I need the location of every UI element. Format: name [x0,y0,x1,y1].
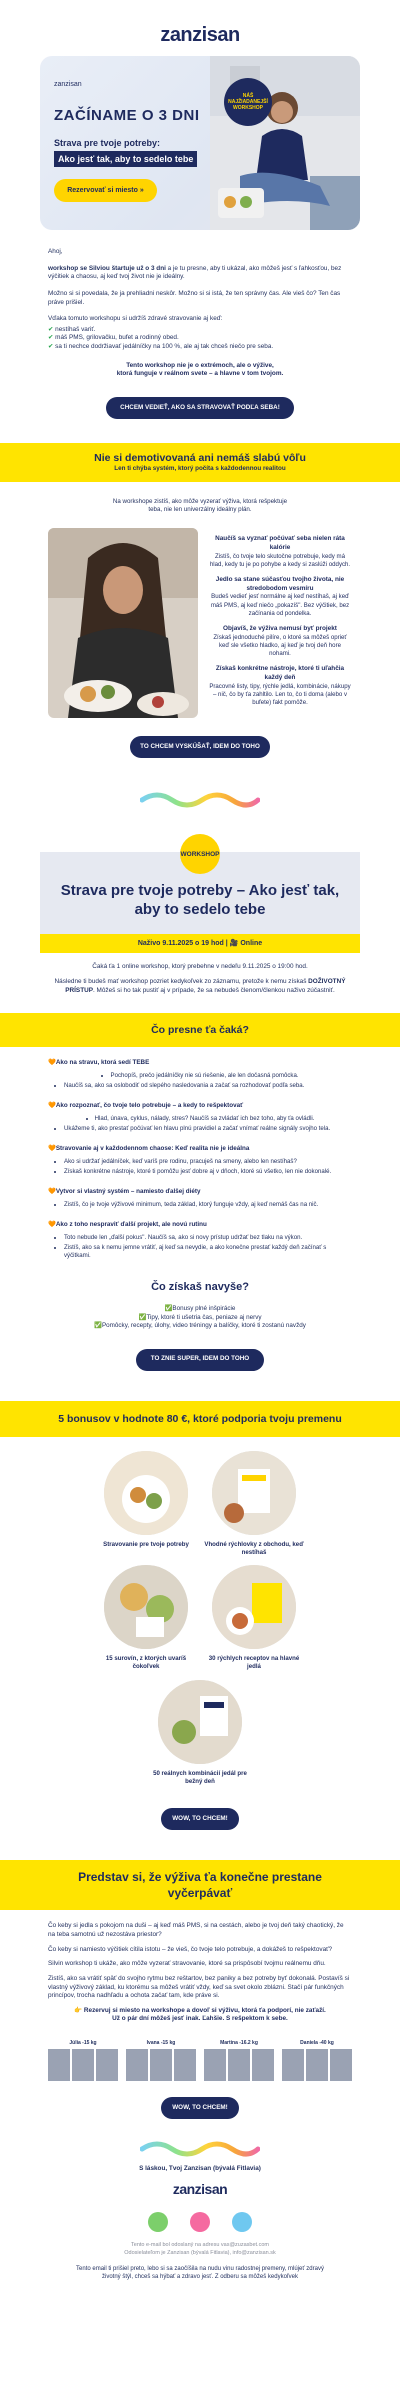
workshop-badge [170,832,230,876]
heart-icon: 🧡 [48,1188,56,1196]
expect-band [0,1013,400,1047]
demotivation-title: Nie si demotivovaná ani nemáš slabú vôľu [94,452,306,465]
intro-callout: Tento workshop nie je o extrémoch, ale o výžive, ktorá funguje v reálnom svete – a hlavne v tom tvojom. [116,361,284,378]
facebook-icon[interactable] [148,2212,168,2232]
testimonial-card: Ivana -15 kg [126,2040,196,2081]
workshop-badge-label: WORKSHOP [180,851,220,859]
check-icon: ✔ [48,334,54,342]
intro-paragraph-2: Možno si si povedala, že ja prehliadni neskôr. Možno si si istá, že ten správny čas. Ale vieš čo? Ten čas práve prišiel. [48,289,341,306]
try-it-button[interactable]: TO CHCEM VYSKÚŠAŤ, IDEM DO TOHO [130,736,270,758]
hero-subtitle-highlight: Ako jesť tak, aby to sedelo tebe [54,151,197,167]
heart-icon: 🧡 [48,1145,56,1153]
bonus-item: 15 surovín, z ktorých uvaríš čokoľvek [96,1565,196,1671]
greeting: Ahoj, [48,248,63,255]
workshop-paragraph-2: Následne ti budeš mať workshop pozriet kedykoľvek zo záznamu, pretože k nemu získaš DOŽIVOTNÝ PRÍSTUP. Môžeš si ho tak pustiť aj v prípade, že sa nebudeš členom/členkou naživo zúčastniť. [54,978,346,994]
woman-eating-photo [48,528,198,718]
bonus-grid [0,1451,400,1794]
sounds-great-button[interactable]: TO ZNIE SUPER, IDEM DO TOHO [136,1349,264,1371]
bonus-image [158,1680,242,1764]
check-icon: ✅ [164,1305,173,1312]
hero-brand: zanzisan [54,81,82,88]
intro-paragraph-1: workshop se Silviou štartuje už o 3 dni a je tu presne, aby ti ukázal, ako môžeš jesť s ľahkosťou, bez výčitiek a chaosu, aj keď tvoj život nie je ideálny. [48,264,342,281]
check-icon: ✔ [48,343,54,351]
check-icon: ✅ [94,1322,102,1329]
hero-banner[interactable] [40,56,360,230]
wave-divider [0,788,400,812]
footer-bottom: Tento email ti prišiel preto, lebo si sa zaočíšila na nudu vinu radostnej premeny, mlújeť zdravý životný štýl, chceš sa hýbať a zdravo jesť. Z odberu sa môžeš kedykoľvek [76,2266,324,2281]
tick-item: ✔ máš PMS, grilovačku, bufet a rodinný obed. [48,334,179,342]
bonus-title: 5 bonusov v hodnote 80 €, ktoré podporia tvoju premenu [58,1412,342,1425]
benefit-title: Naučíš sa vyznať počúvať seba nielen ráta kalórie [215,535,345,552]
benefit-text: Zistíš, čo tvoje telo skutočne potrebuje, kedy má hlad, kedy tu je po pohybe a kedy si zaslúži oddych. [209,552,351,568]
imagine-text: Čo keby si jedla s pokojom na duši – aj keď máš PMS, si na cestách, alebo je tvoj deň taký chaotický, že na teba samotnú už nezostáva priestor? Čo keby si namiesto výčitiek cítila istotu – že vieš, čo tvoje telo potrebuje, a dokážeš to rešpektovať? Silvin workshop ti ukáže, ako môže vyzerať stravovanie, ktoré sa prispôsobí tvojmu reálnemu dňu. Zistíš, ako sa vrátiť späť do svojho rytmu bez reštartov, bez paniky a bez potreby byť dokonalá. Postavíš si vlastný výživový základ, ku ktorému sa môžeš vrátiť vždy, keď sa svet okolo zblázni. Stačí pár funkčných princípov, trocha nadhľadu a ochota začať tam, kde práve si. [48,1922,350,2000]
demotivation-subtitle: Len ti chýba systém, ktorý počíta s každodennou realitou [114,465,286,473]
tick-item: ✔ sa ti nechce dodržiavať jedálníčky na 100 %, ale aj tak chceš niečo pre seba. [48,343,274,351]
point-icon: 👉 [74,2006,83,2014]
learn-eating-button[interactable]: CHCEM VEDIEŤ, AKO SA STRAVOVAŤ PODĽA SEBA! [106,397,294,419]
workshop-date: Naživo 9.11.2025 o 19 hod | 🎥 Online [40,934,360,953]
bonus-band [0,1401,400,1437]
youtube-icon[interactable] [232,2212,252,2232]
heart-icon: 🧡 [48,1221,56,1228]
heart-icon: 🧡 [48,1102,56,1110]
expect-list: 🧡Ako na stravu, ktorá sedí TEBE • Pochopíš, prečo jedálníčky nie sú riešenie, ale len dočasná pomôcka. • Naučíš sa, ako sa oslobodiť od slepého nasledovania a začať sa rozhodovať podľa seba. 🧡Ako rozpoznať, čo tvoje telo potrebuje – a kedy to rešpektovať • Hlad, únava, cyklus, nálady, stres? Naučíš sa zvládať ich bez toho, aby ťa ovládli. • Ukážeme ti, ako prestať počúvať len hlavu plnú pravidiel a začať vnímať reálne signály svojho tela. 🧡Stravovanie aj v každodennom chaose: Keď realita nie je ideálna • Ako si udržať jedálníček, keď varíš pre rodinu, pracuješ na smeny, alebo len nestíhaš? • Získaš konkrétne nástroje, ktoré ti pomôžu jesť dobre aj v dňoch, ktoré sú všetko, len nie dokonalé. 🧡Vytvor si vlastný systém – namiesto ďalšej diéty • Zistíš, čo je tvoje výživové minimum, teda základ, ktorý funguje vždy, aj keď nemáš čas na nič. 🧡Ako z toho nespraviť ďalší projekt, ale novú rutinu • Toto nebude len „ďalší pokus". Naučíš sa, ako si novy prístup udržať bez tlaku na výkon. • Zistíš, ako sa k nemu jemne vrátiť, aj keď sa nevydie, a ako konečne prestať každý deň začínať s výčitkami. [0,1059,400,1260]
hero-title: ZAČÍNAME O 3 DNI [54,107,200,124]
workshop-section [40,852,360,934]
testimonial-card: Daniela -40 kg [282,2040,352,2081]
wave-divider [0,2137,400,2161]
footer-logo[interactable]: zanzisan [172,2180,228,2197]
demotivation-lead: Na workshope zistíš, ako môže vyzerať výživa, ktorá rešpektuje teba, nie len univerzálny ideálny plán. [112,497,288,514]
benefit-text: Získaš jednoduché pilíre, o ktoré sa môžeš oprieť keď sle všetko hladko, aj keď je tvoj deň hore nohami. [213,633,347,658]
header-logo[interactable] [0,0,400,56]
benefit-title: Jedlo sa stane súčasťou tvojho života, nie stredobodom vesmíru [215,576,345,592]
workshop-title: Strava pre tvoje potreby – Ako jesť tak, aby to sedelo tebe [60,882,340,919]
demotivation-benefits [208,528,352,718]
footer [0,2165,400,2282]
demotivation-content [0,528,400,718]
footer-address: Tento e-mail bol odoslaný na adresu vas@zuzasbet.com Odosielateľom je Zanzisan (bývalá Fitlavia), info@zanzisan.sk [124,2242,276,2256]
benefit-text: Budeš vedieť jesť normálne aj keď nestíhaš, aj keď máš PMS, aj keď niečo „pokazíš". Bez výčitiek, bez začínania od pondelka. [210,593,350,617]
tick-list [48,326,352,352]
reserve-button[interactable]: Rezervovať si miesto » [54,179,157,202]
workshop-details [0,963,400,995]
demotivation-band [0,443,400,482]
intro-paragraph-3: Vďaka tomuto workshopu si udržíš zdravé stravovanie aj keď: [48,315,223,323]
bonus-item: Stravovanie pre tvoje potreby [96,1451,196,1557]
bonus-image [212,1565,296,1649]
camera-icon: 🎥 [229,939,239,947]
instagram-icon[interactable] [190,2212,210,2232]
heart-icon: 🧡 [48,1059,56,1067]
testimonial-card: Martina -16.2 kg [204,2040,274,2081]
expect-title: Čo presne ťa čaká? [151,1024,249,1037]
imagine-highlight: 👉 Rezervuj si miesto na workshope a dovoľ si výživu, ktorá ťa podporí, nie zaťaží. Už o pár dní môžeš jesť inak. Ľahšie. S rešpektom k sebe. [74,2006,326,2023]
intro-section [0,230,400,379]
gains-list: ✅Bonusy plné inšpirácie ✅Tipy, ktoré ti ušetria čas, peniaze aj nervy ✅Pomôcky, recepty, úlohy, video tréningy a balíčky, ktoré ti zostanú navždy [94,1305,306,1329]
check-icon: ✅ [138,1313,147,1321]
signoff: S láskou, Tvoj Zanzisan (bývalá Fitlavia) [139,2164,261,2172]
most-requested-badge: NÁŠ NAJŽIADANEJŠÍ WORKSHOP [224,78,272,126]
zanzisan-logo: zanzisan [160,24,240,46]
wow-want-button-2[interactable]: WOW, TO CHCEM! [161,2097,239,2119]
bonus-item: Vhodné rýchlovky z obchodu, keď nestíhaš [204,1451,304,1557]
tick-item: ✔ nestíhaš variť. [48,325,96,333]
imagine-band [0,1860,400,1910]
gains-title: Čo získaš navyše? [151,1281,249,1294]
bonus-item: 50 reálnych kombinácií jedál pre bežný deň [150,1680,250,1786]
benefit-title: Objavíš, že výživa nemusí byť projekt [223,625,337,633]
social-links [0,2212,400,2232]
check-icon: ✔ [48,325,54,333]
bonus-image [104,1565,188,1649]
wow-want-button[interactable]: WOW, TO CHCEM! [161,1808,239,1830]
benefit-title: Získaš konkrétne nástroje, ktoré ti uľahčia každý deň [215,665,345,682]
testimonials [0,2040,400,2081]
hero-subtitle: Strava pre tvoje potreby: [54,138,161,148]
benefit-text: Pracovné listy, tipy, rýchle jedlá, kombinácie, nákupy – nič, čo by ťa zahltilo. Len to, čo ti doma (alebo v bufete) fakt pomôže. [209,682,351,707]
testimonial-card: Júlia -15 kg [48,2040,118,2081]
bonus-image [104,1451,188,1535]
bonus-image [212,1451,296,1535]
bonus-item: 30 rýchlych receptov na hlavné jedlá [204,1565,304,1671]
imagine-title: Predstav si, že výživa ťa konečne prestane vyčerpávať [78,1869,322,1901]
workshop-paragraph-1: Čaká ťa 1 online workshop, ktorý prebehne v nedeľu 9.11.2025 o 19:00 hod. [92,963,308,971]
